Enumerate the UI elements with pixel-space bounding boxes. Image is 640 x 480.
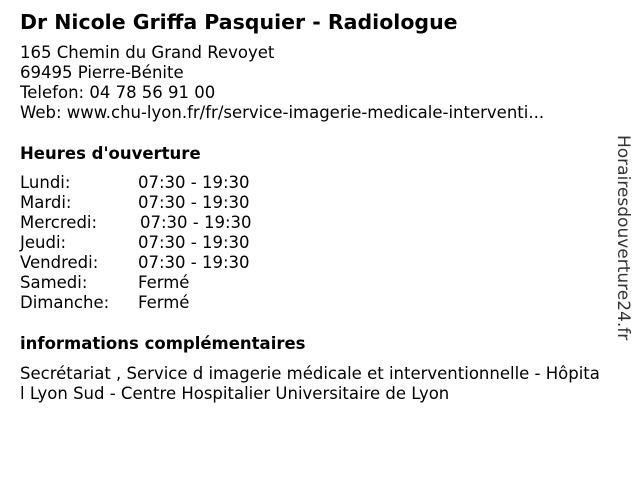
day-label: Lundi: [20, 173, 71, 192]
hours-row-tuesday [20, 193, 320, 213]
time-value: 07:30 - 19:30 [138, 233, 250, 252]
day-label: Mercredi: [20, 213, 98, 232]
additional-info-text: Secrétariat , Service d imagerie médicale et interventionnelle - Hôpital Lyon Sud - Centre Hospitalier Universitaire de Lyon [20, 364, 600, 403]
hours-row-monday [20, 173, 320, 193]
day-label: Mardi: [20, 193, 72, 212]
time-value: 07:30 - 19:30 [138, 173, 250, 192]
day-label: Dimanche: [20, 293, 110, 312]
website-link[interactable]: Web: www.chu-lyon.fr/fr/service-imagerie-medicale-interventi... [20, 103, 545, 122]
phone-number: Telefon: 04 78 56 91 00 [20, 83, 216, 102]
city: 69495 Pierre-Bénite [20, 63, 184, 82]
street-address: 165 Chemin du Grand Revoyet [20, 43, 275, 62]
hours-row-friday [20, 253, 320, 273]
opening-hours-list [20, 173, 320, 313]
time-value: 07:30 - 19:30 [138, 253, 250, 272]
site-watermark: Horairesdouverture24.fr [613, 135, 633, 341]
hours-row-wednesday [20, 213, 320, 233]
day-label: Vendredi: [20, 253, 99, 272]
time-value: 07:30 - 19:30 [138, 193, 250, 212]
hours-row-sunday [20, 293, 320, 313]
hours-row-saturday [20, 273, 320, 293]
address-block [20, 43, 544, 123]
hours-row-thursday [20, 233, 320, 253]
opening-hours-heading: Heures d'ouverture [20, 144, 201, 163]
additional-info-heading: informations complémentaires [20, 334, 306, 353]
time-value: Fermé [138, 273, 190, 292]
day-label: Samedi: [20, 273, 88, 292]
time-value: 07:30 - 19:30 [140, 213, 252, 232]
time-value: Fermé [138, 293, 190, 312]
day-label: Jeudi: [20, 233, 67, 252]
page-title: Dr Nicole Griffa Pasquier - Radiologue [20, 10, 458, 34]
